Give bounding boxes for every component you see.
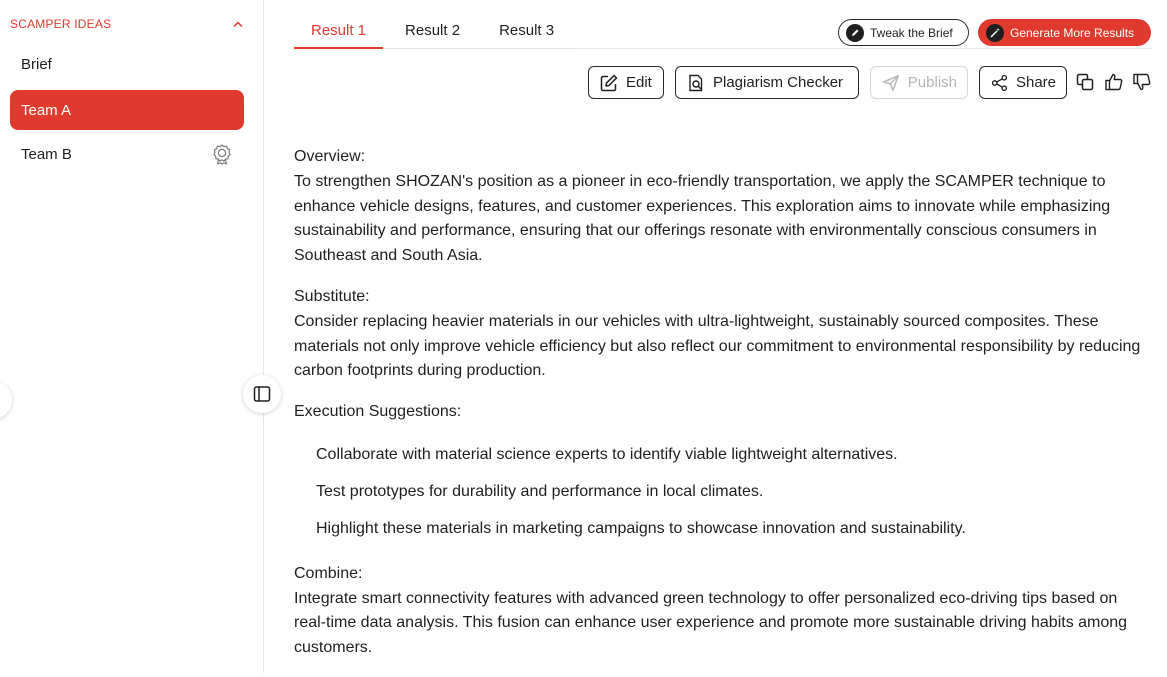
overview-heading: Overview:	[294, 148, 366, 165]
publish-label: Publish	[907, 74, 957, 91]
magic-wand-icon	[986, 24, 1004, 42]
sidebar	[0, 0, 264, 673]
execution-list	[316, 443, 1144, 542]
edit-icon	[599, 73, 619, 93]
share-button[interactable]	[979, 66, 1067, 99]
plagiarism-checker-label: Plagiarism Checker	[713, 74, 844, 91]
thumbs-up-button[interactable]	[1103, 71, 1125, 93]
sidebar-item-label: Team A	[21, 101, 72, 119]
generate-more-button[interactable]	[978, 19, 1151, 46]
result-tabs	[294, 12, 573, 49]
list-item: Test prototypes for durability and performance in local climates.	[316, 482, 764, 500]
award-badge-icon	[211, 143, 233, 165]
combine-section	[294, 562, 1144, 661]
send-icon	[881, 73, 901, 93]
divider	[573, 48, 1152, 49]
share-label: Share	[1015, 74, 1056, 91]
substitute-text: Consider replacing heavier materials in our vehicles with ultra-lightweight, sustainably sourced composites. These materials not only improve vehicle efficiency but also reflect our commitment to environmental responsibility by reducing carbon footprints during production.	[294, 312, 1141, 380]
edit-label: Edit	[626, 74, 652, 91]
combine-text: Integrate smart connectivity features with advanced green technology to offer personalized eco-driving tips based on real-time data analysis. This fusion can enhance user experience and promote more sustainable driving habits among customers.	[294, 589, 1128, 657]
thumbs-up-icon	[1104, 72, 1124, 92]
tweak-brief-label: Tweak the Brief	[870, 25, 953, 40]
pencil-icon	[846, 24, 864, 42]
tweak-brief-button[interactable]	[838, 19, 969, 46]
overview-section	[294, 145, 1144, 269]
copy-button[interactable]	[1074, 71, 1096, 93]
sidebar-item-team-a[interactable]	[10, 90, 244, 130]
combine-heading: Combine:	[294, 564, 363, 582]
sidebar-section-header[interactable]	[10, 17, 244, 31]
edit-button[interactable]	[588, 66, 664, 99]
document-search-icon	[686, 73, 706, 93]
execution-heading: Execution Suggestions:	[294, 403, 462, 421]
generate-more-label: Generate More Results	[1010, 25, 1135, 40]
sidebar-item-label: Brief	[21, 55, 52, 73]
publish-button[interactable]	[870, 66, 968, 99]
tab-result-1[interactable]: Result 1	[294, 12, 383, 48]
thumbs-down-button[interactable]	[1131, 71, 1153, 93]
tab-result-2[interactable]: Result 2	[405, 22, 461, 39]
sidebar-panel-icon	[253, 385, 271, 403]
overview-text: To strengthen SHOZAN's position as a pioneer in eco-friendly transportation, we apply the SCAMPER technique to enhance vehicle designs, features, and customer experiences. This exploration aims to innovate while emphasizing sustainability and performance, ensuring that our offerings resonate with environmentally conscious consumers in Southeast and South Asia.	[294, 172, 1111, 265]
sidebar-item-brief[interactable]	[10, 44, 244, 84]
sidebar-section-title: SCAMPER IDEAS	[10, 17, 112, 31]
thumbs-down-icon	[1132, 72, 1152, 92]
sidebar-item-team-b[interactable]	[10, 134, 244, 174]
plagiarism-checker-button[interactable]	[675, 66, 859, 99]
substitute-section	[294, 285, 1144, 384]
result-content	[294, 145, 1144, 677]
substitute-heading: Substitute:	[294, 287, 370, 305]
chevron-up-icon	[232, 18, 244, 30]
copy-icon	[1075, 72, 1095, 92]
tab-result-3[interactable]: Result 3	[499, 22, 555, 39]
share-icon	[990, 73, 1009, 93]
sidebar-item-label: Team B	[21, 145, 72, 163]
list-item: Highlight these materials in marketing campaigns to showcase innovation and sustainability.	[316, 519, 966, 537]
toggle-sidebar-button[interactable]	[243, 375, 281, 413]
list-item: Collaborate with material science experts to identify viable lightweight alternatives.	[316, 445, 898, 463]
